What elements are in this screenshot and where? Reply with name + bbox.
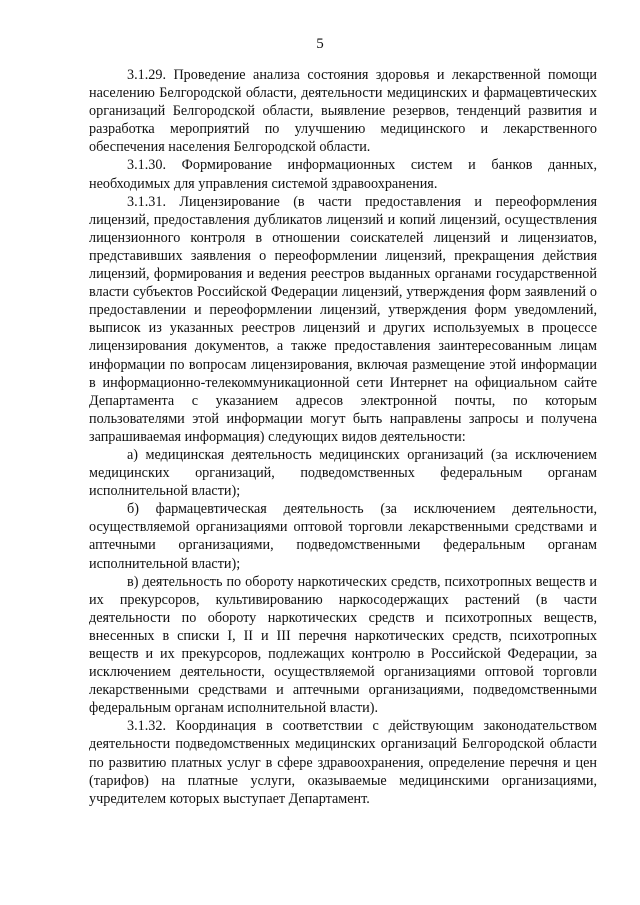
paragraph-3-1-31: 3.1.31. Лицензирование (в части предоставления и переоформления лицензий, предоставления дубликатов лицензий и копий лицензий, осуществления лицензионного контроля в отношении соискателей лицензий и лицензиатов, представивших заявления о переоформлении лицензий, прекращения действия лицензий, формирования и ведения реестров выданных органами государственной власти субъектов Российской Федерации лицензий, утверждения форм заявлений о предоставлении и переоформлении лицензий, утверждения форм уведомлений, выписок из указанных реестров лицензий и других используемых в процессе лицензирования документов, а также предоставления заинтересованным лицам информации по вопросам лицензирования, включая размещение этой информации в информационно-телекоммуникационной сети Интернет на официальном сайте Департамента с указанием адресов электронной почты, по которым пользователями этой информации могут быть направлены запросы и получена запрашиваемая информация) следующих видов деятельности: [89,193,597,445]
paragraph-3-1-32: 3.1.32. Координация в соответствии с действующим законодательством деятельности подведомственных медицинских организаций Белгородской области по развитию платных услуг в сфере здравоохранения, определение перечня и цен (тарифов) на платные услуги, оказываемые медицинскими организациями, учредителем которых выступает Департамент. [89,718,597,807]
page-number: 5 [316,36,324,52]
paragraph-item-b: б) фармацевтическая деятельность (за исключением деятельности, осуществляемой организациями оптовой торговли лекарственными средствами и аптечными организациями, подведомственными федеральным органам исполнительной власти); [89,501,597,572]
paragraph-item-v: в) деятельность по обороту наркотических средств, психотропных веществ и их прекурсоров, культивированию наркосодержащих растений (в части деятельности по обороту наркотических средств и психотропных веществ, внесенных в списки I, II и III перечня наркотических средств, психотропных веществ и их прекурсоров, подлежащих контролю в Российской Федерации, за исключением деятельности, осуществляемой организациями оптовой торговли лекарственными средствами и аптечными организациями, подведомственными федеральным органам исполнительной власти). [89,573,597,717]
paragraph-item-a: а) медицинская деятельность медицинских организаций (за исключением медицинских организаций, подведомственных федеральным органам исполнительной власти); [89,446,597,500]
paragraph-3-1-29: 3.1.29. Проведение анализа состояния здоровья и лекарственной помощи населению Белгородской области, деятельности медицинских и фармацевтических организаций Белгородской области, выявление резервов, тенденций развития и разработка мероприятий по улучшению медицинского и лекарственного обеспечения населения Белгородской области. [89,67,597,156]
document-body [89,66,597,808]
paragraph-3-1-30: 3.1.30. Формирование информационных систем и банков данных, необходимых для управления системой здравоохранения. [89,157,597,192]
